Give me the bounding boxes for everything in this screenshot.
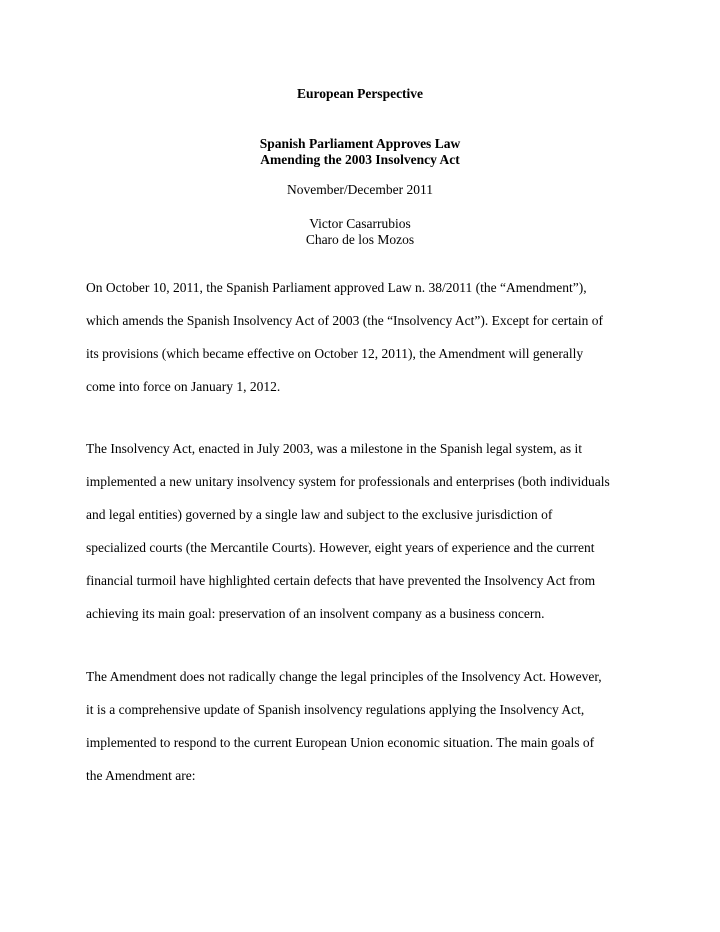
- paragraph-1-line-3: its provisions (which became effective on October 12, 2011), the Amendment will generally: [86, 346, 584, 361]
- author-1: Victor Casarrubios: [309, 216, 411, 231]
- issue-date: November/December 2011: [286, 182, 434, 197]
- paragraph-2-line-1: The Insolvency Act, enacted in July 2003, was a milestone in the Spanish legal system, as it: [86, 441, 583, 456]
- paragraph-3-line-2: it is a comprehensive update of Spanish insolvency regulations applying the Insolvency Act,: [86, 702, 585, 717]
- author-2: Charo de los Mozos: [305, 232, 415, 247]
- section-heading: European Perspective: [296, 86, 424, 101]
- paragraph-3-line-1: The Amendment does not radically change the legal principles of the Insolvency Act. However,: [86, 669, 602, 684]
- paragraph-1-line-2: which amends the Spanish Insolvency Act of 2003 (the “Insolvency Act”). Except for certain of: [86, 313, 603, 328]
- title-line-1: Spanish Parliament Approves Law: [259, 136, 461, 151]
- paragraph-2-line-4: specialized courts (the Mercantile Courts). However, eight years of experience and the current: [86, 540, 595, 555]
- paragraph-2-line-2: implemented a new unitary insolvency system for professionals and enterprises (both individuals: [86, 474, 610, 489]
- paragraph-3-line-3: implemented to respond to the current European Union economic situation. The main goals of: [86, 735, 595, 750]
- paragraph-2-line-6: achieving its main goal: preservation of an insolvent company as a business concern.: [86, 606, 545, 621]
- paragraph-2-line-5: financial turmoil have highlighted certain defects that have prevented the Insolvency Act from: [86, 573, 596, 588]
- paragraph-1-line-1: On October 10, 2011, the Spanish Parliament approved Law n. 38/2011 (the “Amendment”),: [86, 280, 587, 295]
- paragraph-2-line-3: and legal entities) governed by a single law and subject to the exclusive jurisdiction of: [86, 507, 553, 522]
- title-line-2: Amending the 2003 Insolvency Act: [260, 152, 460, 167]
- paragraph-3-line-4: the Amendment are:: [86, 768, 196, 783]
- paragraph-1-line-4: come into force on January 1, 2012.: [86, 379, 281, 394]
